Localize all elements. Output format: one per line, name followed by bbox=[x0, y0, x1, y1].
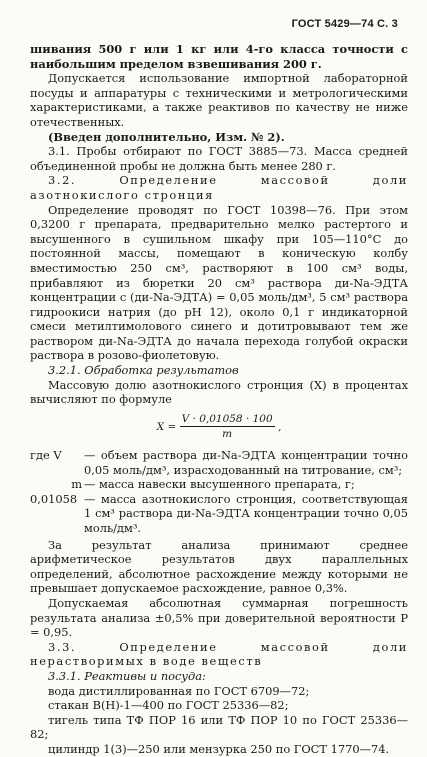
definition-text: — масса азотнокислого стронция, соответствующая 1 см³ раствора ди-Na-ЭДТА концентрации точно 0,05 моль/дм³. bbox=[84, 491, 408, 535]
formula-lhs: X = bbox=[156, 420, 177, 433]
paragraph-3-1: 3.1. Пробы отбирают по ГОСТ 3885—73. Масса средней объединенной пробы не должна быть менее 280 г. bbox=[30, 144, 408, 173]
section-3-3-heading: 3.3. Определение массовой доли нерастворимых в воде веществ bbox=[30, 639, 408, 669]
formula-tail: , bbox=[278, 420, 282, 433]
definition-label: m bbox=[71, 477, 82, 492]
document-page bbox=[30, 0, 410, 756]
definition-row bbox=[30, 492, 408, 536]
list-item: тигель типа ТФ ПОР 16 или ТФ ПОР 10 по ГОСТ 25336—82; bbox=[30, 712, 408, 742]
paragraph-formula-intro: Массовую долю азотнокислого стронция (X) в процентах вычисляют по формуле bbox=[30, 377, 408, 407]
list-item: вода дистиллированная по ГОСТ 6709—72; bbox=[48, 683, 310, 698]
definition-text: — масса навески высушенного препарата, г; bbox=[84, 477, 355, 492]
section-3-2-1-heading: 3.2.1. Обработка результатов bbox=[48, 363, 239, 378]
section-3-3-1-heading: 3.3.1. Реактивы и посуда: bbox=[48, 668, 206, 683]
amendment-note: (Введен дополнительно, Изм. № 2). bbox=[48, 129, 285, 144]
list-item: стакан В(Н)-1—400 по ГОСТ 25336—82; bbox=[48, 698, 289, 713]
definition-label: где V bbox=[30, 448, 62, 463]
paragraph-result: За результат анализа принимают среднее арифметическое результатов двух параллельных определений, абсолютное расхождение между которыми не превышает допускаемое расхождение, равное 0,3%. bbox=[30, 537, 408, 596]
formula-denominator: m bbox=[222, 428, 233, 441]
paragraph-balance: шивания 500 г или 1 кг или 4-го класса точности с наибольшим пределом взвешивания 200 г. bbox=[30, 42, 408, 71]
list-item: цилиндр 1(3)—250 или мензурка 250 по ГОСТ 1770—74. bbox=[48, 741, 390, 756]
definition-text: — объем раствора ди-Na-ЭДТА концентрации точно 0,05 моль/дм³, израсходованный на титрование, см³; bbox=[84, 448, 408, 477]
section-3-2-heading: 3.2. Определение массовой доли азотнокислого стронция bbox=[30, 173, 408, 202]
definition-row bbox=[30, 448, 408, 477]
formula-numerator: V · 0,01058 · 100 bbox=[180, 412, 275, 428]
document-body bbox=[30, 42, 408, 757]
paragraph-determination: Определение проводят по ГОСТ 10398—76. При этом 0,3200 г препарата, предварительно мелко растертого и высушенного в сушильном шкафу при 105—110°С до постоянной массы, помещают в коническую колбу вместимостью 250 см³, растворяют в 100 см³ воды, прибавляют из бюретки 20 см³ раствора ди-Na-ЭДТА концентрации c (ди-Na-ЭДТА) = 0,05 моль/дм³, 5 см³ раствора гидроокиси натрия (до pH 12), около 0,1 г индикаторной смеси метилтимолового синего и дотитровывают тем же раствором ди-Na-ЭДТА до начала перехода голубой окраски раствора в розово-фиолетовую. bbox=[30, 202, 408, 363]
reagents-list bbox=[30, 684, 408, 757]
paragraph-imported-equipment: Допускается использование импортной лабораторной посуды и аппаратуры с техническими и метрологическими характеристиками, а также реактивов по качеству не ниже отечественных. bbox=[30, 71, 408, 129]
paragraph-error: Допускаемая абсолютная суммарная погрешность результата анализа ±0,5% при доверительной вероятности P = 0,95. bbox=[30, 595, 408, 640]
formula-fraction bbox=[180, 412, 275, 442]
page-header: ГОСТ 5429—74 С. 3 bbox=[291, 18, 398, 30]
formula-definitions bbox=[30, 448, 408, 536]
formula bbox=[30, 412, 408, 442]
definition-label: 0,01058 bbox=[30, 491, 78, 506]
definition-row bbox=[30, 477, 408, 492]
